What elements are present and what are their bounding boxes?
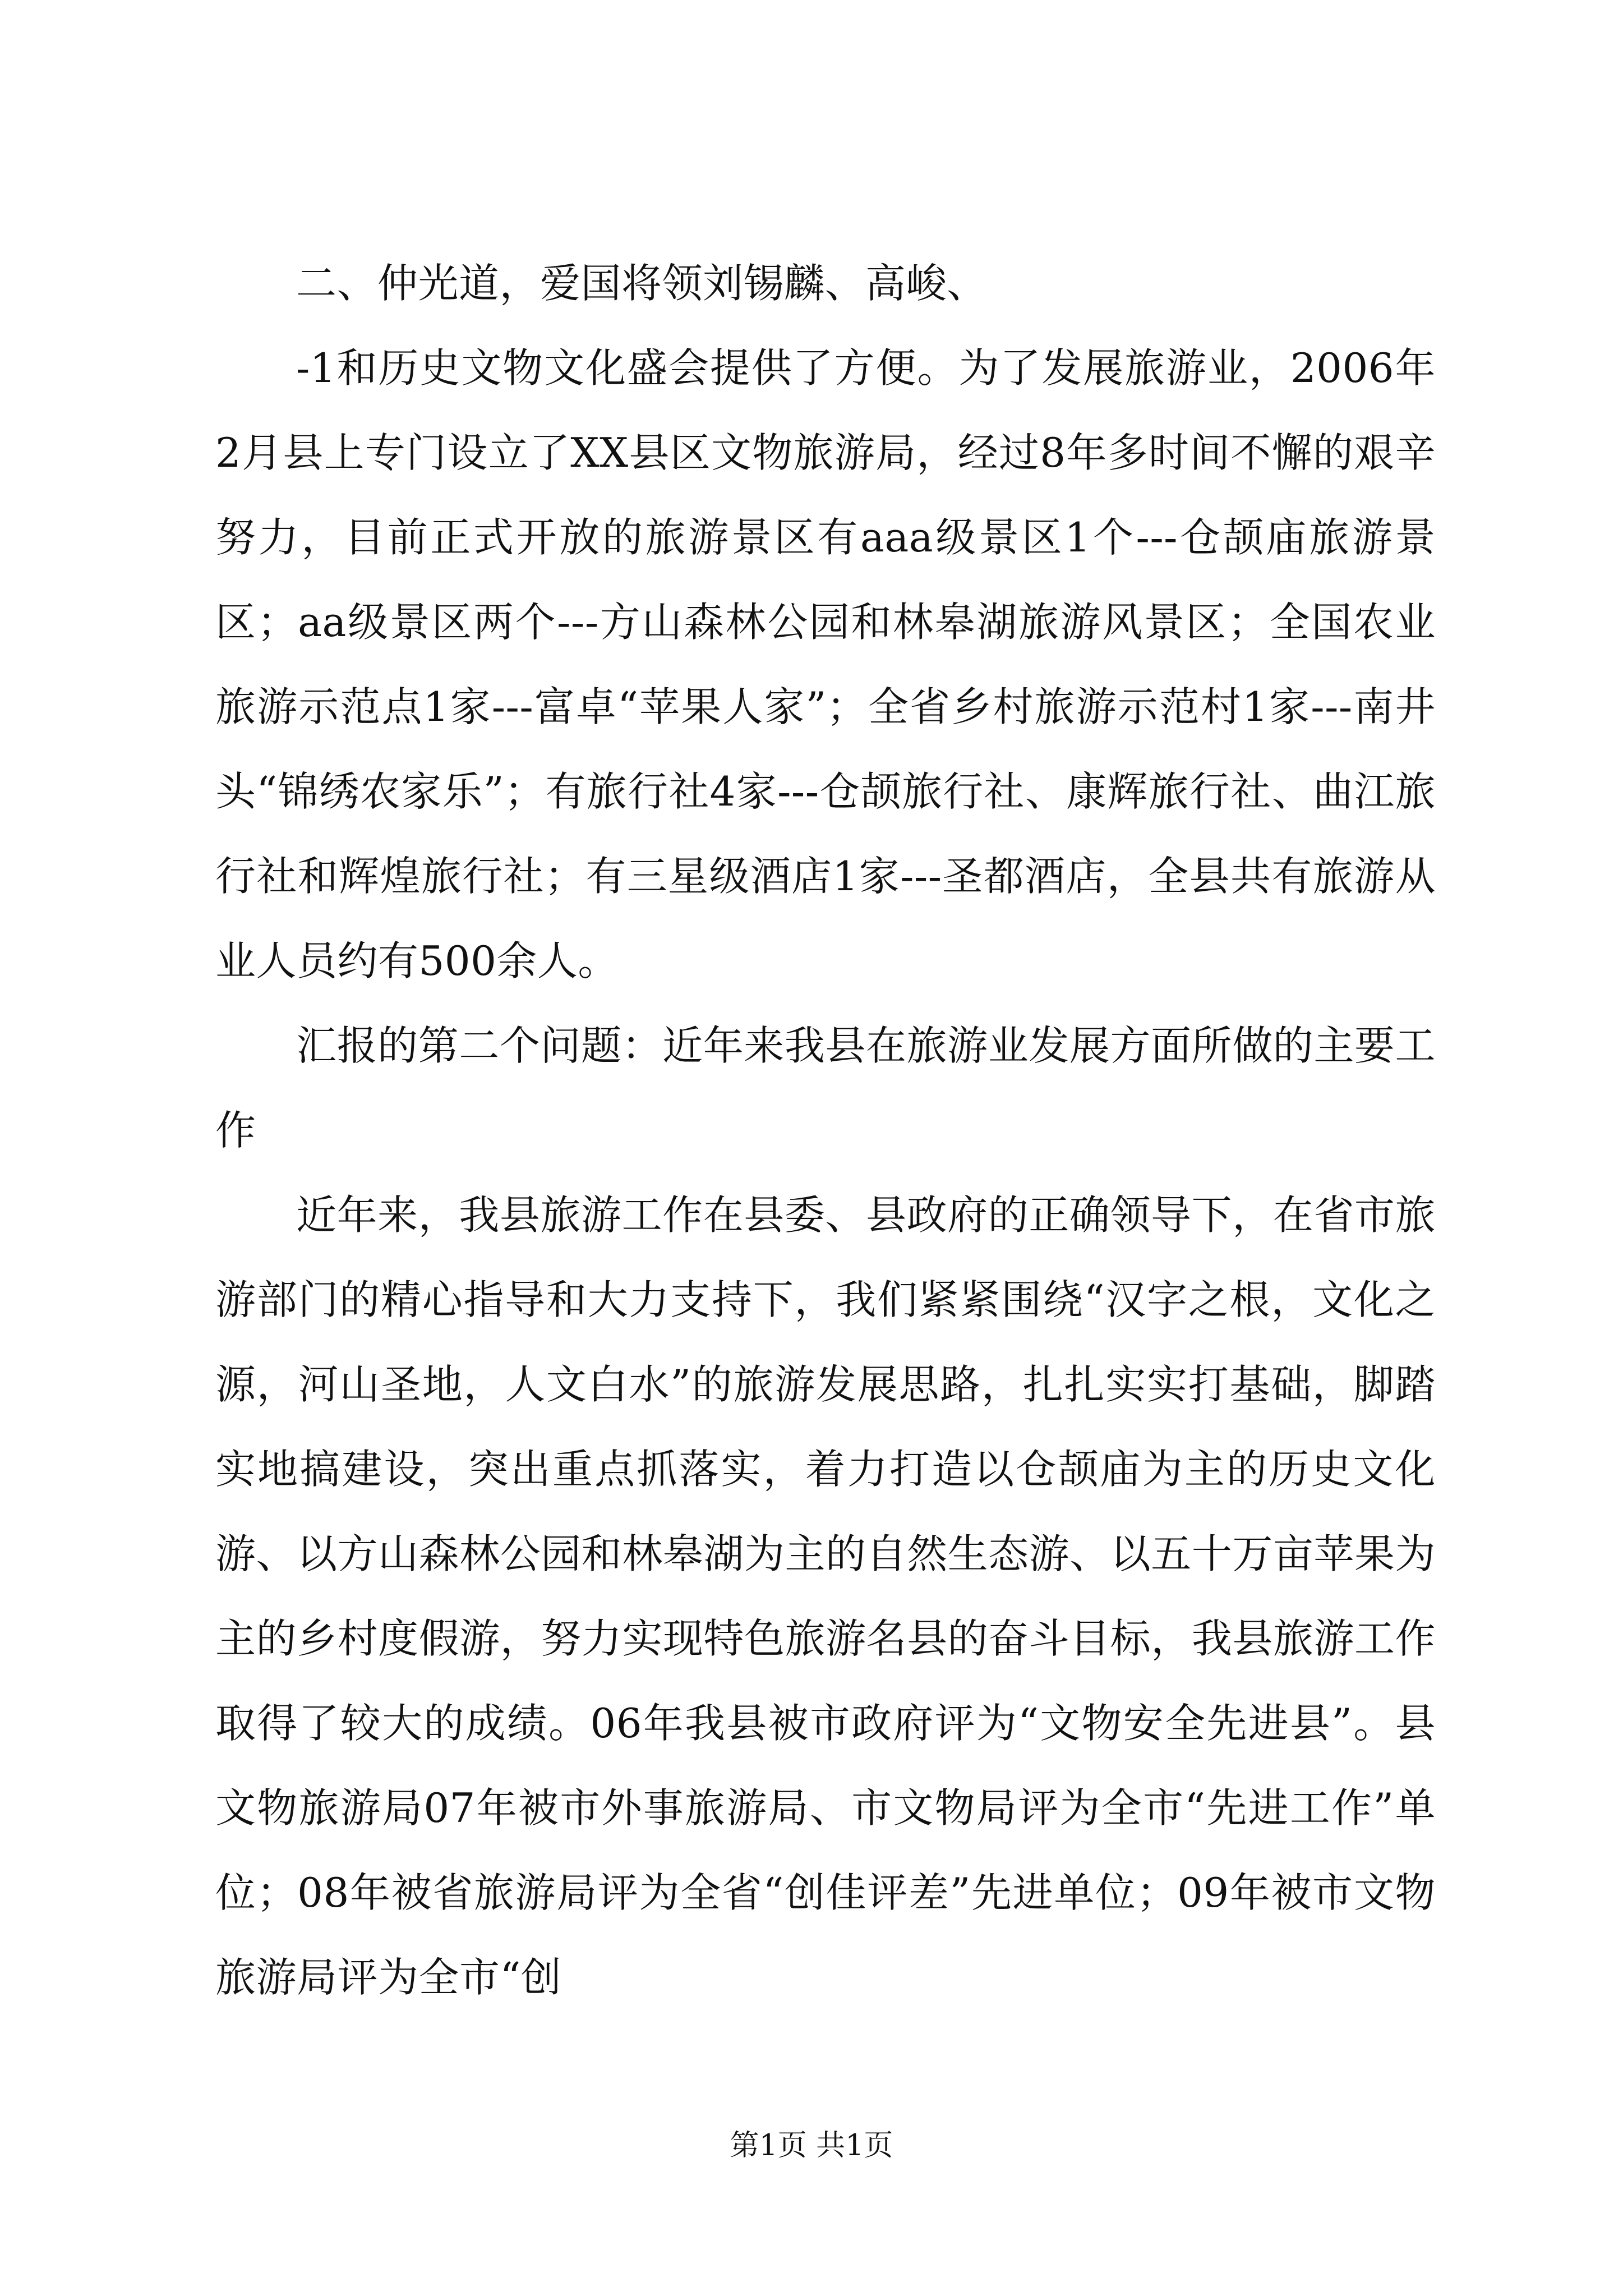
paragraph-2: -1和历史文物文化盛会提供了方便。为了发展旅游业，2006年2月县上专门设立了XX县区文物旅游局，经过8年多时间不懈的艰辛努力，目前正式开放的旅游景区有aaa级景区1个---仓颉庙旅游景区；aa级景区两个---方山森林公园和林皋湖旅游风景区；全国农业旅游示范点1家---富卓“苹果人家”；全省乡村旅游示范村1家---南井头“锦绣农家乐”；有旅行社4家---仓颉旅行社、康辉旅行社、曲江旅行社和辉煌旅行社；有三星级酒店1家---圣都酒店，全县共有旅游从业人员约有500余人。 (215, 344, 1436, 984)
paragraph-1: 二、仲光道，爱国将领刘锡麟、高峻、 (296, 260, 988, 307)
paragraph-4: 近年来，我县旅游工作在县委、县政府的正确领导下，在省市旅游部门的精心指导和大力支持下，我们紧紧围绕“汉字之根，文化之源，河山圣地，人文白水”的旅游发展思路，扎扎实实打基础，脚踏实地搞建设，突出重点抓落实，着力打造以仓颉庙为主的历史文化游、以方山森林公园和林皋湖为主的自然生态游、以五十万亩苹果为主的乡村度假游，努力实现特色旅游名县的奋斗目标，我县旅游工作取得了较大的成绩。06年我县被市政府评为“文物安全先进县”。县文物旅游局07年被市外事旅游局、市文物局评为全市“先进工作”单位；08年被省旅游局评为全省“创佳评差”先进单位；09年被市文物旅游局评为全市“创 (215, 1191, 1436, 2001)
document-body (215, 241, 1436, 2020)
page-footer: 第1页 共1页 (730, 2129, 893, 2162)
paragraph-3: 汇报的第二个问题：近年来我县在旅游业发展方面所做的主要工作 (215, 1022, 1436, 1154)
